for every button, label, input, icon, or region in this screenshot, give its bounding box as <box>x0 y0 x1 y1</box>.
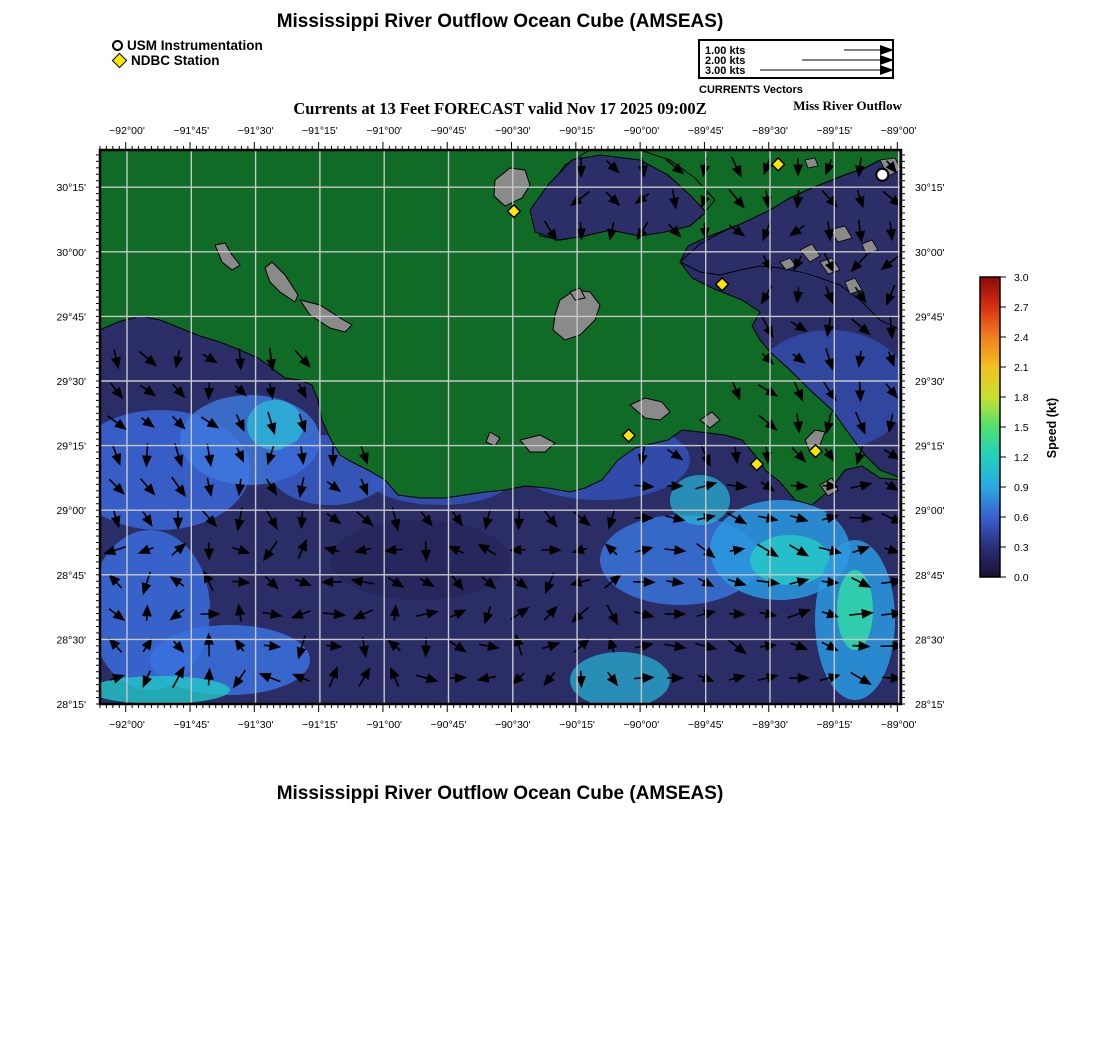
lon-label-bottom: −92°00' <box>109 719 145 731</box>
current-arrow-shaft <box>302 510 303 519</box>
lon-labels-bottom <box>109 719 916 731</box>
lon-label-top: −89°15' <box>816 125 853 137</box>
lon-label-top: −90°15' <box>559 125 595 137</box>
lon-label-top: −92°00' <box>109 125 145 137</box>
current-arrow-shaft <box>798 190 799 198</box>
lon-label-top: −91°45' <box>173 125 210 137</box>
colorbar-tick-label: 1.8 <box>1014 392 1029 404</box>
current-arrow-shaft <box>849 518 862 519</box>
lon-label-bottom: −91°00' <box>366 719 403 731</box>
lon-label-bottom: −91°15' <box>302 719 338 731</box>
current-arrow-shaft <box>882 677 891 678</box>
current-arrow-shaft <box>642 157 643 166</box>
second-title: Mississippi River Outflow Ocean Cube (AMSEAS) <box>276 783 724 804</box>
colorbar-tick-label: 0.0 <box>1014 572 1029 584</box>
colorbar-tick-label: 3.0 <box>1014 272 1029 284</box>
colorbar-label: Speed (kt) <box>1045 397 1059 459</box>
colorbar-tick-label: 1.2 <box>1014 452 1029 464</box>
lat-label-left: 28°45' <box>56 569 86 582</box>
corner-label: Miss River Outflow <box>793 98 902 113</box>
usm-station-marker <box>876 169 888 181</box>
legend-ndbc-label: NDBC Station <box>131 53 220 68</box>
lon-label-bottom: −91°45' <box>173 719 210 731</box>
lon-label-top: −91°00' <box>366 125 403 137</box>
lon-label-bottom: −89°15' <box>816 719 853 731</box>
lon-label-bottom: −89°45' <box>687 719 724 731</box>
lon-label-top: −90°00' <box>623 125 660 137</box>
lat-label-right: 28°30' <box>915 634 945 647</box>
lat-label-right: 28°45' <box>915 569 945 582</box>
page-title: Mississippi River Outflow Ocean Cube (AMSEAS) <box>276 11 724 32</box>
lat-label-left: 29°15' <box>56 440 86 453</box>
lat-label-right: 30°15' <box>915 182 945 195</box>
lat-label-left: 29°45' <box>56 311 86 324</box>
current-arrow-shaft <box>239 348 240 359</box>
legend-usm-label: USM Instrumentation <box>127 38 263 53</box>
lon-label-bottom: −89°30' <box>752 719 788 731</box>
lat-label-right: 29°45' <box>915 311 945 324</box>
current-arrow-shaft <box>791 485 798 486</box>
lat-labels-right <box>915 182 945 711</box>
speed-colorbar <box>970 268 1080 588</box>
vector-key-label-2: 2.00 kts <box>705 55 746 67</box>
colorbar-tick-label: 1.5 <box>1014 422 1029 434</box>
current-arrow-shaft <box>890 222 891 231</box>
lon-labels-top <box>109 125 916 137</box>
lat-label-right: 29°00' <box>915 505 945 518</box>
vector-key-label-3: 3.00 kts <box>705 65 746 77</box>
colorbar-tick-label: 2.1 <box>1014 362 1029 374</box>
lat-label-left: 30°15' <box>56 182 86 195</box>
lon-label-top: −90°45' <box>430 125 467 137</box>
lat-label-right: 30°00' <box>915 246 945 259</box>
map-subtitle: Currents at 13 Feet FORECAST valid Nov 17 2025 09:00Z <box>293 99 707 118</box>
lat-label-right: 28°15' <box>915 699 945 711</box>
lat-labels-left <box>56 182 86 711</box>
current-arrow-shaft <box>634 678 643 679</box>
lat-label-left: 30°00' <box>56 246 86 259</box>
lat-label-left: 29°30' <box>56 376 86 388</box>
colorbar-tick-label: 0.6 <box>1014 512 1029 524</box>
lon-label-top: −90°30' <box>494 125 531 137</box>
lon-label-bottom: −90°45' <box>430 719 467 731</box>
lon-label-top: −89°30' <box>752 125 788 137</box>
current-arrow-shaft <box>634 485 644 486</box>
lon-label-bottom: −91°30' <box>237 719 274 731</box>
lon-label-top: −89°45' <box>687 125 724 137</box>
lat-label-left: 28°30' <box>56 634 86 647</box>
current-arrow-shaft <box>822 581 829 582</box>
lat-label-right: 29°30' <box>915 376 945 388</box>
lon-label-top: −91°15' <box>302 125 338 137</box>
current-arrow-shaft <box>766 191 767 198</box>
colorbar-tick-label: 2.7 <box>1014 302 1029 314</box>
colorbar-tick-label: 2.4 <box>1014 332 1029 344</box>
lon-label-bottom: −90°15' <box>559 719 595 731</box>
lon-label-bottom: −90°30' <box>494 719 531 731</box>
current-arrow-shaft <box>395 549 403 550</box>
lon-label-top: −91°30' <box>237 125 274 137</box>
colorbar-tick-label: 0.9 <box>1014 482 1029 494</box>
vector-key-label-1: 1.00 kts <box>705 45 746 57</box>
current-arrow-shaft <box>881 614 892 615</box>
lon-label-bottom: −89°00' <box>880 719 917 731</box>
current-arrow-shaft <box>665 549 676 550</box>
lat-label-left: 29°00' <box>56 505 86 518</box>
colorbar-gradient <box>980 277 1000 577</box>
colorbar-ticks <box>1000 272 1029 584</box>
lat-label-right: 29°15' <box>915 440 945 453</box>
vector-key-caption: CURRENTS Vectors <box>699 84 803 96</box>
colorbar-tick-label: 0.3 <box>1014 542 1029 554</box>
current-arrow-shaft <box>666 581 673 582</box>
lon-label-bottom: −90°00' <box>623 719 660 731</box>
current-arrow-shaft <box>232 581 239 582</box>
lon-label-top: −89°00' <box>880 125 917 137</box>
lat-label-left: 28°15' <box>56 699 86 711</box>
